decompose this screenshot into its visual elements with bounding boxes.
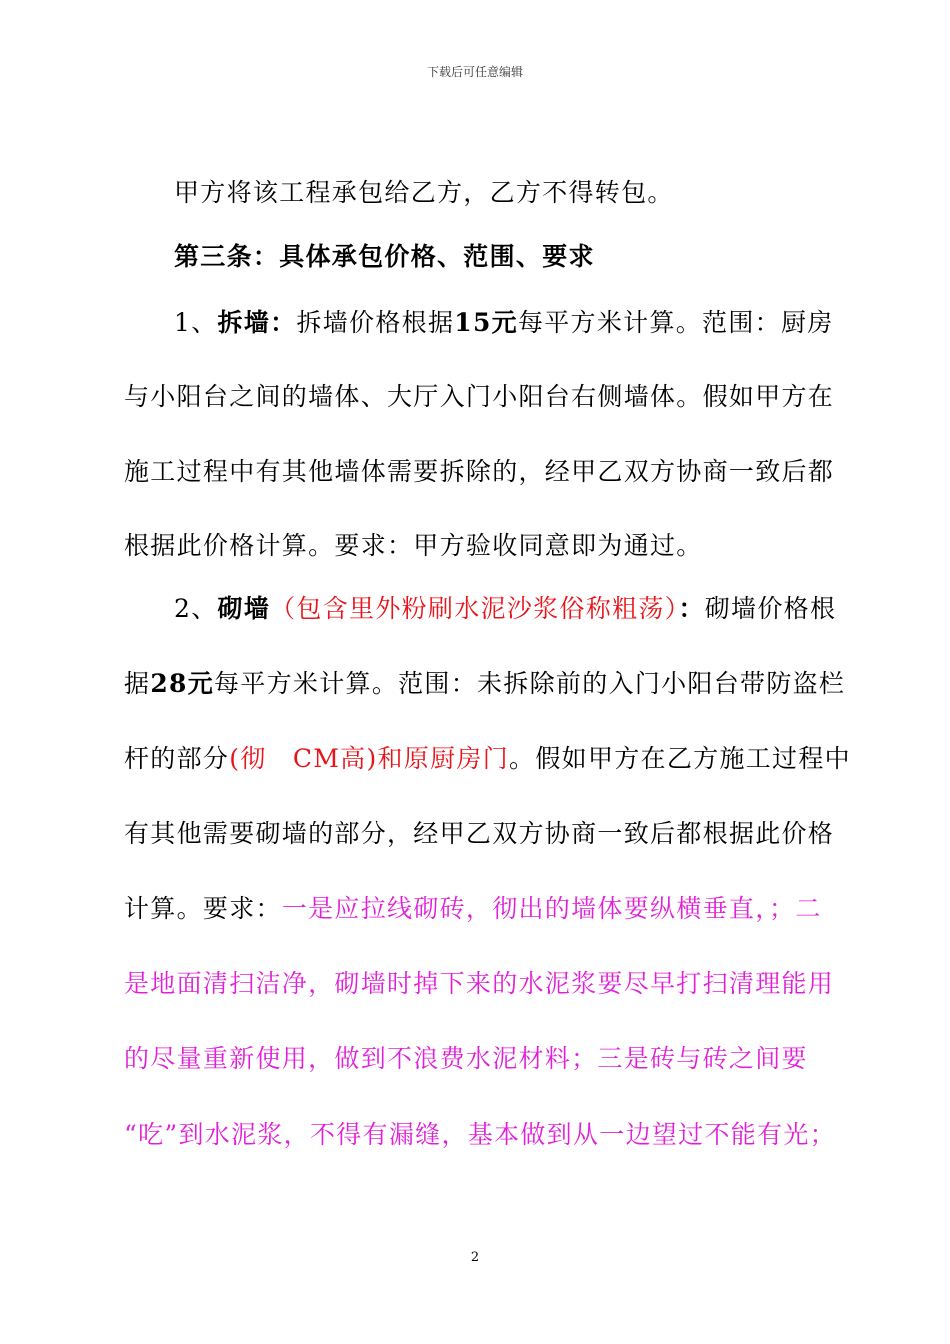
- paragraph-line: [124, 743, 851, 775]
- item-label: 砌墙: [217, 594, 271, 623]
- item-number: 1、: [174, 308, 218, 337]
- item-text: 。假如甲方在乙方施工过程中: [509, 744, 851, 773]
- item-text: 杆的部分: [124, 744, 230, 773]
- item-text: 每平方米计算。范围：未拆除前的入门小阳台带防盗栏: [214, 669, 846, 698]
- paragraph-line: 与小阳台之间的墙体、大厅入门小阳台右侧墙体。假如甲方在: [124, 382, 835, 411]
- paragraph-line: 有其他需要砌墙的部分，经甲乙双方协商一致后都根据此价格: [124, 819, 835, 848]
- item-note-red: (彻 CM高)和原厨房门: [229, 744, 510, 773]
- item-text: 据: [124, 669, 151, 698]
- item-text: 每平方米计算。范围：厨房: [517, 308, 834, 337]
- item-note-red: （包含里外粉刷水泥沙浆俗称粗荡）: [270, 594, 679, 623]
- item-price: 28元: [150, 669, 215, 698]
- paragraph-line: 施工过程中有其他墙体需要拆除的，经甲乙双方协商一致后都: [124, 457, 835, 486]
- item-colon: ：: [678, 594, 705, 623]
- item-2-line: [174, 593, 836, 625]
- item-colon: ：: [270, 308, 297, 337]
- paragraph-line: 根据此价格计算。要求：甲方验收同意即为通过。: [124, 531, 703, 560]
- item-text: 拆墙价格根据: [296, 308, 455, 337]
- item-label: 拆墙: [217, 308, 271, 337]
- section-heading: 第三条：具体承包价格、范围、要求: [174, 242, 595, 271]
- page-number: 2: [470, 1250, 480, 1265]
- paragraph-line: [124, 893, 822, 925]
- requirement-line: 的尽量重新使用，做到不浪费水泥材料；三是砖与砖之间要: [124, 1044, 808, 1073]
- item-text: 砌墙价格根: [704, 594, 837, 623]
- requirement-text: 一是应拉线砌砖，彻出的墙体要纵横垂直，；二: [281, 894, 822, 923]
- requirement-line: 是地面清扫洁净，砌墙时掉下来的水泥浆要尽早打扫清理能用: [124, 969, 835, 998]
- requirement-line: “吃”到水泥浆，不得有漏缝，基本做到从一边望过不能有光；: [124, 1120, 836, 1149]
- item-price: 15元: [454, 308, 518, 337]
- item-text: 计算。要求：: [124, 894, 282, 923]
- item-number: 2、: [174, 594, 218, 623]
- item-1-line: [174, 307, 834, 339]
- page-header: 下载后可任意编辑: [426, 65, 523, 79]
- paragraph-line: [124, 668, 845, 700]
- paragraph-line: 甲方将该工程承包给乙方，乙方不得转包。: [174, 178, 674, 207]
